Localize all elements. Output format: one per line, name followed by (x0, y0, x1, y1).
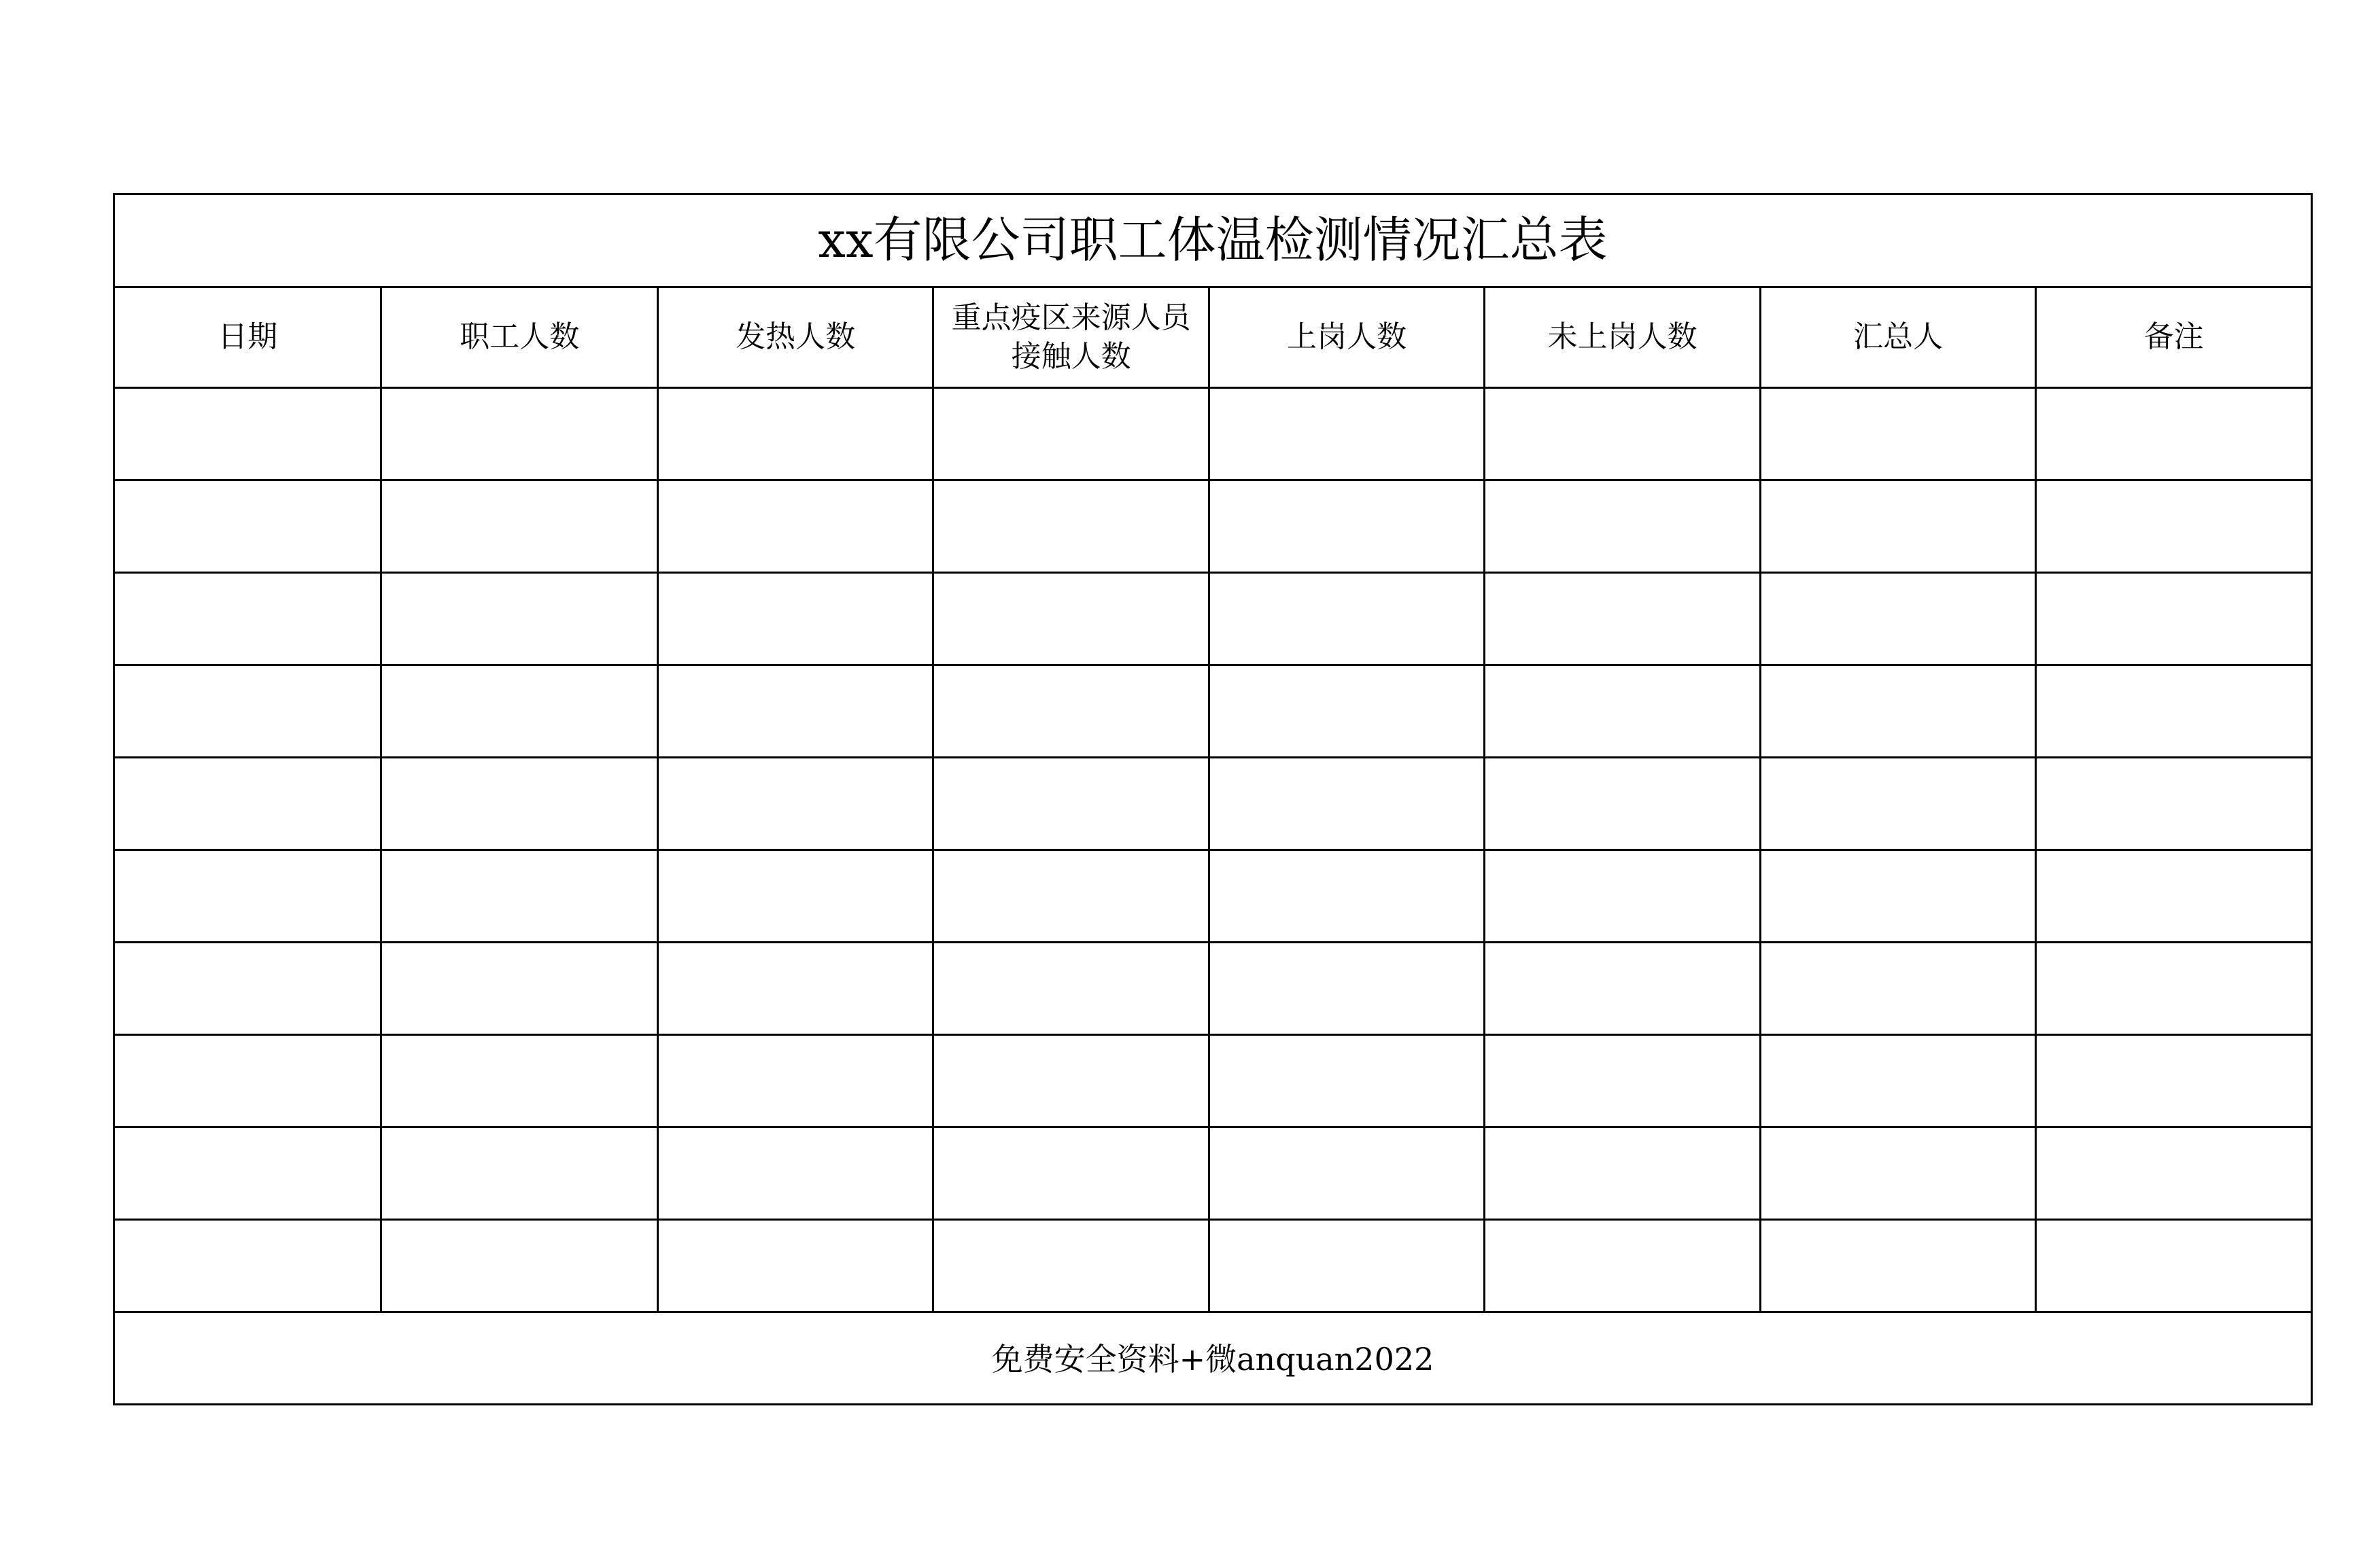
cell-staff-count[interactable] (381, 1220, 657, 1312)
cell-on-duty-count[interactable] (1209, 943, 1484, 1035)
table-row (114, 850, 2312, 943)
cell-remarks[interactable] (2036, 1035, 2312, 1127)
cell-staff-count[interactable] (381, 665, 657, 758)
cell-contact-count[interactable] (933, 480, 1209, 573)
column-header-off-duty-count: 未上岗人数 (1485, 287, 1760, 388)
cell-remarks[interactable] (2036, 573, 2312, 665)
cell-contact-count[interactable] (933, 1220, 1209, 1312)
cell-off-duty-count[interactable] (1485, 758, 1760, 850)
cell-summarizer[interactable] (1760, 850, 2035, 943)
cell-summarizer[interactable] (1760, 943, 2035, 1035)
cell-date[interactable] (114, 480, 381, 573)
cell-date[interactable] (114, 1035, 381, 1127)
cell-off-duty-count[interactable] (1485, 1220, 1760, 1312)
cell-fever-count[interactable] (657, 665, 933, 758)
cell-remarks[interactable] (2036, 388, 2312, 480)
column-header-remarks: 备注 (2036, 287, 2312, 388)
temperature-summary-table (113, 193, 2313, 1405)
cell-off-duty-count[interactable] (1485, 1035, 1760, 1127)
cell-staff-count[interactable] (381, 1127, 657, 1220)
cell-on-duty-count[interactable] (1209, 573, 1484, 665)
column-header-summarizer: 汇总人 (1760, 287, 2035, 388)
cell-fever-count[interactable] (657, 480, 933, 573)
cell-fever-count[interactable] (657, 573, 933, 665)
cell-fever-count[interactable] (657, 388, 933, 480)
table-row (114, 480, 2312, 573)
cell-contact-count[interactable] (933, 943, 1209, 1035)
cell-fever-count[interactable] (657, 1220, 933, 1312)
cell-fever-count[interactable] (657, 1035, 933, 1127)
cell-staff-count[interactable] (381, 1035, 657, 1127)
cell-on-duty-count[interactable] (1209, 665, 1484, 758)
cell-contact-count[interactable] (933, 665, 1209, 758)
cell-on-duty-count[interactable] (1209, 388, 1484, 480)
cell-date[interactable] (114, 665, 381, 758)
footer-row (114, 1312, 2312, 1405)
cell-contact-count[interactable] (933, 1127, 1209, 1220)
cell-on-duty-count[interactable] (1209, 1035, 1484, 1127)
footer-note: 免费安全资料+微anquan2022 (991, 1340, 1434, 1378)
cell-date[interactable] (114, 1220, 381, 1312)
header-row (114, 287, 2312, 388)
cell-on-duty-count[interactable] (1209, 1127, 1484, 1220)
cell-date[interactable] (114, 1127, 381, 1220)
cell-off-duty-count[interactable] (1485, 943, 1760, 1035)
table-row (114, 665, 2312, 758)
cell-contact-count[interactable] (933, 573, 1209, 665)
cell-summarizer[interactable] (1760, 1127, 2035, 1220)
cell-contact-count[interactable] (933, 758, 1209, 850)
cell-staff-count[interactable] (381, 850, 657, 943)
table-row (114, 1127, 2312, 1220)
cell-summarizer[interactable] (1760, 480, 2035, 573)
cell-remarks[interactable] (2036, 665, 2312, 758)
table-row (114, 1035, 2312, 1127)
cell-date[interactable] (114, 850, 381, 943)
cell-staff-count[interactable] (381, 573, 657, 665)
cell-remarks[interactable] (2036, 758, 2312, 850)
table-row (114, 943, 2312, 1035)
cell-contact-count[interactable] (933, 850, 1209, 943)
footer-cell (114, 1312, 2312, 1405)
table-row (114, 573, 2312, 665)
table-row (114, 388, 2312, 480)
cell-staff-count[interactable] (381, 388, 657, 480)
cell-summarizer[interactable] (1760, 665, 2035, 758)
cell-date[interactable] (114, 758, 381, 850)
cell-on-duty-count[interactable] (1209, 480, 1484, 573)
cell-on-duty-count[interactable] (1209, 850, 1484, 943)
cell-staff-count[interactable] (381, 758, 657, 850)
cell-date[interactable] (114, 388, 381, 480)
cell-fever-count[interactable] (657, 943, 933, 1035)
cell-remarks[interactable] (2036, 850, 2312, 943)
cell-summarizer[interactable] (1760, 388, 2035, 480)
column-header-contact-count: 重点疫区来源人员接触人数 (933, 287, 1209, 388)
column-header-staff-count: 职工人数 (381, 287, 657, 388)
cell-remarks[interactable] (2036, 1220, 2312, 1312)
cell-remarks[interactable] (2036, 1127, 2312, 1220)
table-row (114, 758, 2312, 850)
cell-off-duty-count[interactable] (1485, 388, 1760, 480)
cell-remarks[interactable] (2036, 480, 2312, 573)
cell-fever-count[interactable] (657, 850, 933, 943)
cell-off-duty-count[interactable] (1485, 480, 1760, 573)
cell-on-duty-count[interactable] (1209, 758, 1484, 850)
column-header-on-duty-count: 上岗人数 (1209, 287, 1484, 388)
sheet-title: xx有限公司职工体温检测情况汇总表 (114, 194, 2312, 287)
cell-on-duty-count[interactable] (1209, 1220, 1484, 1312)
cell-staff-count[interactable] (381, 480, 657, 573)
cell-off-duty-count[interactable] (1485, 850, 1760, 943)
title-row (114, 194, 2312, 287)
column-header-date: 日期 (114, 287, 381, 388)
cell-off-duty-count[interactable] (1485, 665, 1760, 758)
cell-fever-count[interactable] (657, 758, 933, 850)
cell-summarizer[interactable] (1760, 1035, 2035, 1127)
table-row (114, 1220, 2312, 1312)
column-header-fever-count: 发热人数 (657, 287, 933, 388)
cell-summarizer[interactable] (1760, 1220, 2035, 1312)
cell-date[interactable] (114, 573, 381, 665)
cell-remarks[interactable] (2036, 943, 2312, 1035)
cell-contact-count[interactable] (933, 1035, 1209, 1127)
cell-summarizer[interactable] (1760, 758, 2035, 850)
cell-fever-count[interactable] (657, 1127, 933, 1220)
cell-off-duty-count[interactable] (1485, 1127, 1760, 1220)
cell-date[interactable] (114, 943, 381, 1035)
cell-off-duty-count[interactable] (1485, 573, 1760, 665)
cell-contact-count[interactable] (933, 388, 1209, 480)
cell-staff-count[interactable] (381, 943, 657, 1035)
cell-summarizer[interactable] (1760, 573, 2035, 665)
